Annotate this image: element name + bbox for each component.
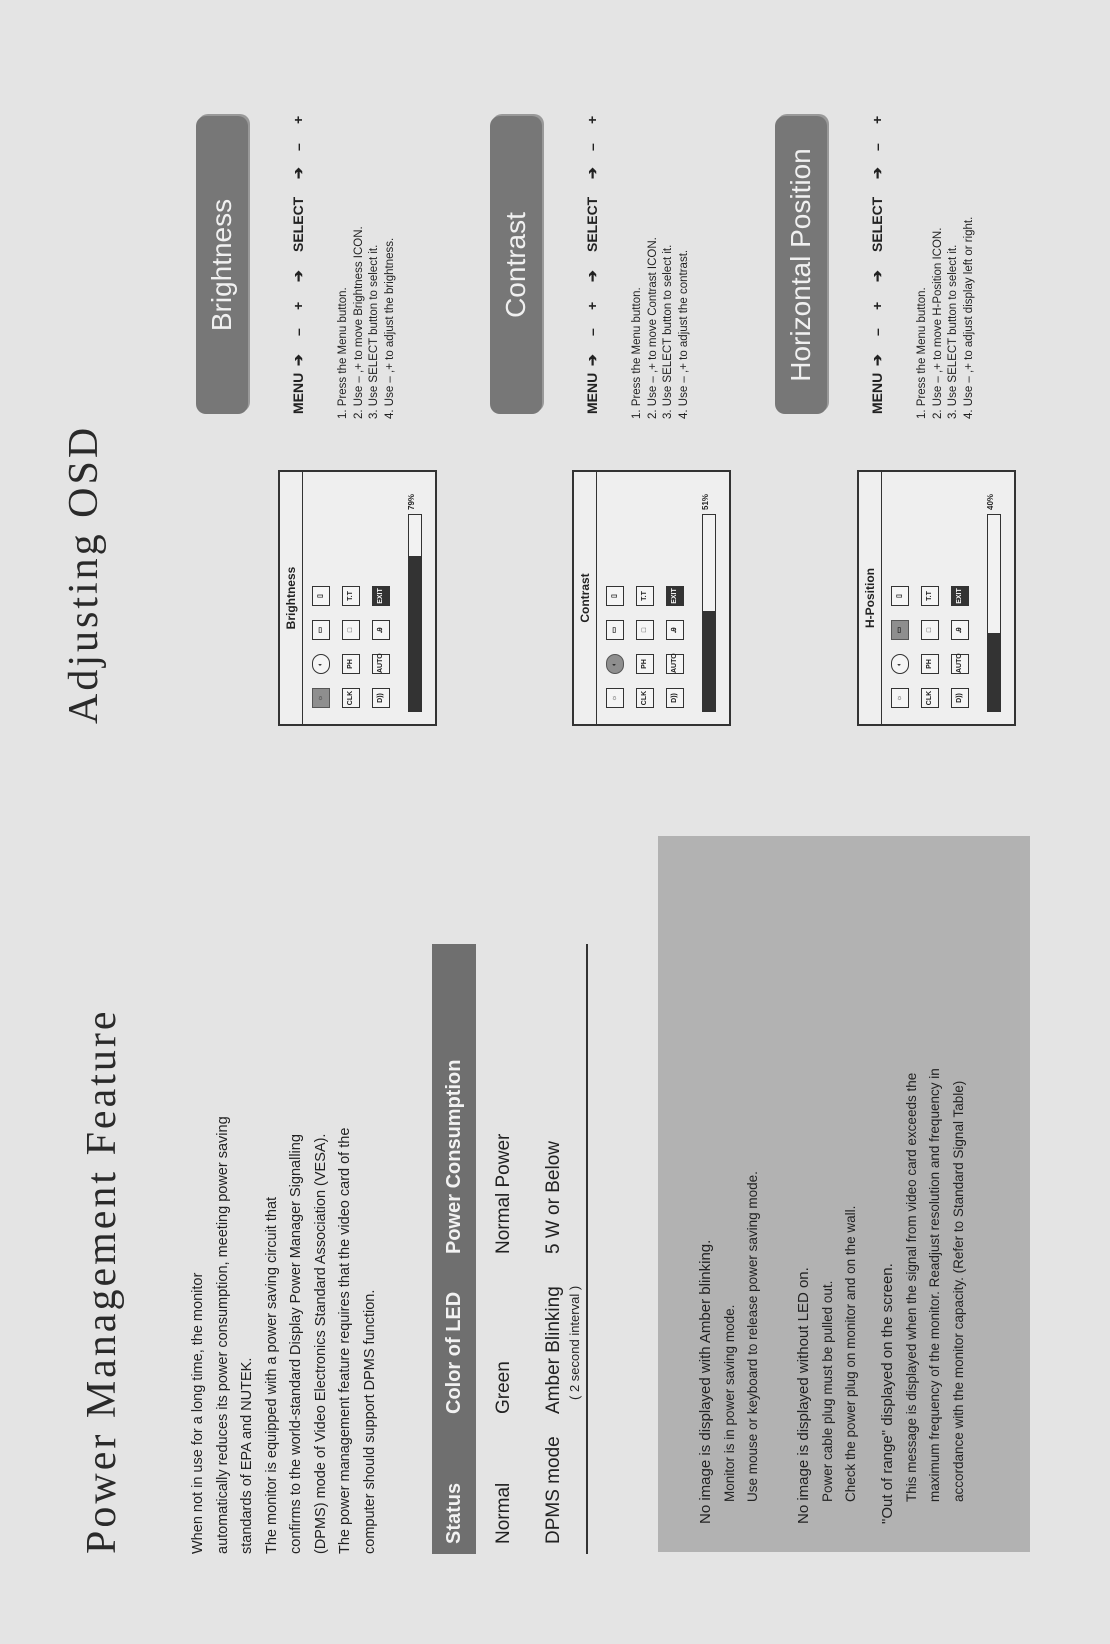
row-status: DPMS mode (543, 1436, 564, 1544)
sequence-token: + (869, 115, 885, 124)
osd-title: Adjusting OSD (61, 424, 107, 724)
box-icon: □ (921, 620, 939, 640)
vpos-icon: ▯ (606, 586, 624, 606)
sequence-token: + (584, 115, 600, 124)
osd-menu-screen (278, 470, 437, 726)
lang-icon: Ꭿ (372, 620, 390, 640)
contrast-icon: ◐ (891, 654, 909, 674)
value-bar-fill (703, 611, 715, 711)
recall-icon: D)) (372, 688, 390, 708)
sequence-token: – (584, 328, 600, 336)
steps (630, 89, 692, 419)
clk-icon: CLK (342, 688, 360, 708)
sequence-token: ➔ (584, 354, 600, 366)
step-line: 1. Press the Menu button. (337, 287, 349, 419)
recall-icon: D)) (951, 688, 969, 708)
step-line: 3. Use SELECT button to select it. (662, 244, 674, 419)
osd-menu-screen (857, 470, 1016, 726)
value-bar-fill (988, 633, 1000, 711)
value-percent: 79% (407, 493, 416, 510)
auto-icon: AUTO (372, 654, 390, 674)
sequence-token: + (869, 301, 885, 310)
sequence-token: MENU (290, 372, 306, 414)
row-led-note: ( 2 second interval ) (567, 1285, 582, 1400)
power-management-title: Power Management Feature (79, 1008, 125, 1554)
step-line: 2. Use – ,+ to move Brightness ICON. (352, 226, 365, 419)
button-sequence (290, 104, 310, 414)
clk-icon: CLK (636, 688, 654, 708)
sun-icon: ☼ (606, 688, 624, 708)
sequence-token: ➔ (290, 167, 306, 179)
lang-icon: Ꭿ (666, 620, 684, 640)
contrast-icon: ◐ (606, 654, 624, 674)
row-power: 5 W or Below (543, 1141, 564, 1254)
sequence-token: ➔ (290, 354, 306, 366)
note-line: This message is displayed when the signal from video card exceeds the (903, 1072, 919, 1502)
sequence-token: ➔ (869, 354, 885, 366)
auto-icon: AUTO (951, 654, 969, 674)
intro-line: confirms to the world-standard Display Power Manager Signalling (288, 1134, 304, 1554)
value-bar-fill (409, 556, 421, 711)
sequence-token: – (869, 143, 885, 151)
intro-line: The power management feature requires that the video card of the (337, 1127, 353, 1554)
step-line: 2. Use – ,+ to move Contrast ICON. (646, 237, 659, 419)
sequence-token: SELECT (584, 196, 600, 252)
row-led: Green (493, 1361, 514, 1414)
section-header: Contrast (490, 116, 542, 414)
intro-line: (DPMS) mode of Video Electronics Standard Association (VESA). (312, 1133, 329, 1554)
box-icon: □ (636, 620, 654, 640)
step-line: 1. Press the Menu button. (631, 287, 643, 419)
value-percent: 40% (986, 493, 995, 510)
header-led-color: Color of LED (443, 1291, 465, 1414)
sequence-token: – (290, 328, 306, 336)
sequence-token: ➔ (869, 167, 885, 179)
intro-line: computer should support DPMS function. (361, 1289, 378, 1554)
step-line: 4. Use – ,+ to adjust display left or right. (962, 216, 975, 419)
osd-menu-title: Contrast (574, 472, 597, 724)
row-status: Normal (493, 1482, 514, 1544)
sequence-token: MENU (584, 372, 600, 414)
intro-line: When not in use for a long time, the monitor (190, 1272, 206, 1554)
note-line: Monitor is in power saving mode. (721, 1304, 737, 1502)
osd-menu-title: H-Position (859, 472, 882, 724)
box-icon: □ (342, 620, 360, 640)
note-line: Power cable plug must be pulled out. (819, 1280, 835, 1502)
sequence-token: ➔ (290, 270, 306, 282)
section-header: Brightness (196, 116, 248, 414)
exit-icon: EXIT (951, 586, 969, 606)
header-status: Status (443, 1482, 465, 1544)
note-heading: No image is displayed without LED on. (795, 1267, 812, 1524)
header-power: Power Consumption (443, 1059, 465, 1254)
tt-icon: T.T (342, 586, 360, 606)
tt-icon: T.T (921, 586, 939, 606)
step-line: 4. Use – ,+ to adjust the brightness. (383, 237, 396, 419)
vpos-icon: ▯ (312, 586, 330, 606)
recall-icon: D)) (666, 688, 684, 708)
note-line: maximum frequency of the monitor. Readjust resolution and frequency in (927, 1068, 942, 1502)
tt-icon: T.T (636, 586, 654, 606)
sequence-token: SELECT (869, 196, 885, 252)
note-line: Check the power plug on monitor and on the wall. (843, 1205, 858, 1502)
intro-line: standards of EPA and NUTEK. (239, 1357, 255, 1554)
value-bar (408, 514, 422, 712)
note-line: accordance with the monitor capacity. (Refer to Standard Signal Table) (950, 1080, 966, 1502)
step-line: 4. Use – ,+ to adjust the contrast. (677, 249, 690, 419)
steps (336, 89, 398, 419)
sequence-token: ➔ (584, 167, 600, 179)
sequence-token: – (290, 143, 306, 151)
row-power: Normal Power (493, 1133, 514, 1254)
ph-icon: PH (921, 654, 939, 674)
sun-icon: ☼ (891, 688, 909, 708)
note-heading: No image is displayed with Amber blinking. (697, 1239, 714, 1524)
row-led: Amber Blinking (543, 1286, 564, 1414)
sequence-token: MENU (869, 372, 885, 414)
osd-menu-screen (572, 470, 731, 726)
value-bar (987, 514, 1001, 712)
lang-icon: Ꭿ (951, 620, 969, 640)
intro-line: The monitor is equipped with a power saving circuit that (263, 1196, 280, 1554)
hpos-icon: ▭ (606, 620, 624, 640)
value-percent: 51% (701, 493, 710, 510)
osd-menu-title: Brightness (280, 472, 303, 724)
note-heading: "Out of range" displayed on the screen. (879, 1263, 896, 1524)
hpos-icon: ▭ (312, 620, 330, 640)
sequence-token: + (290, 115, 306, 124)
sequence-token: ➔ (584, 270, 600, 282)
step-line: 3. Use SELECT button to select it. (947, 244, 959, 419)
ph-icon: PH (342, 654, 360, 674)
intro-line: automatically reduces its power consumption, meeting power saving (214, 1116, 231, 1554)
button-sequence (869, 104, 889, 414)
value-bar (702, 514, 716, 712)
sequence-token: SELECT (290, 196, 306, 252)
sequence-token: – (584, 143, 600, 151)
sun-icon: ☼ (312, 688, 330, 708)
contrast-icon: ◐ (312, 654, 330, 674)
note-line: Use mouse or keyboard to release power saving mode. (745, 1171, 760, 1502)
hpos-icon: ▭ (891, 620, 909, 640)
button-sequence (584, 104, 604, 414)
auto-icon: AUTO (666, 654, 684, 674)
exit-icon: EXIT (666, 586, 684, 606)
vpos-icon: ▯ (891, 586, 909, 606)
sequence-token: ➔ (869, 270, 885, 282)
clk-icon: CLK (921, 688, 939, 708)
section-header: Horizontal Position (775, 116, 827, 414)
ph-icon: PH (636, 654, 654, 674)
steps (915, 89, 977, 419)
sequence-token: – (869, 328, 885, 336)
step-line: 3. Use SELECT button to select it. (368, 244, 380, 419)
exit-icon: EXIT (372, 586, 390, 606)
step-line: 2. Use – ,+ to move H-Position ICON. (931, 227, 944, 419)
step-line: 1. Press the Menu button. (916, 287, 928, 419)
sequence-token: + (584, 301, 600, 310)
sequence-token: + (290, 301, 306, 310)
